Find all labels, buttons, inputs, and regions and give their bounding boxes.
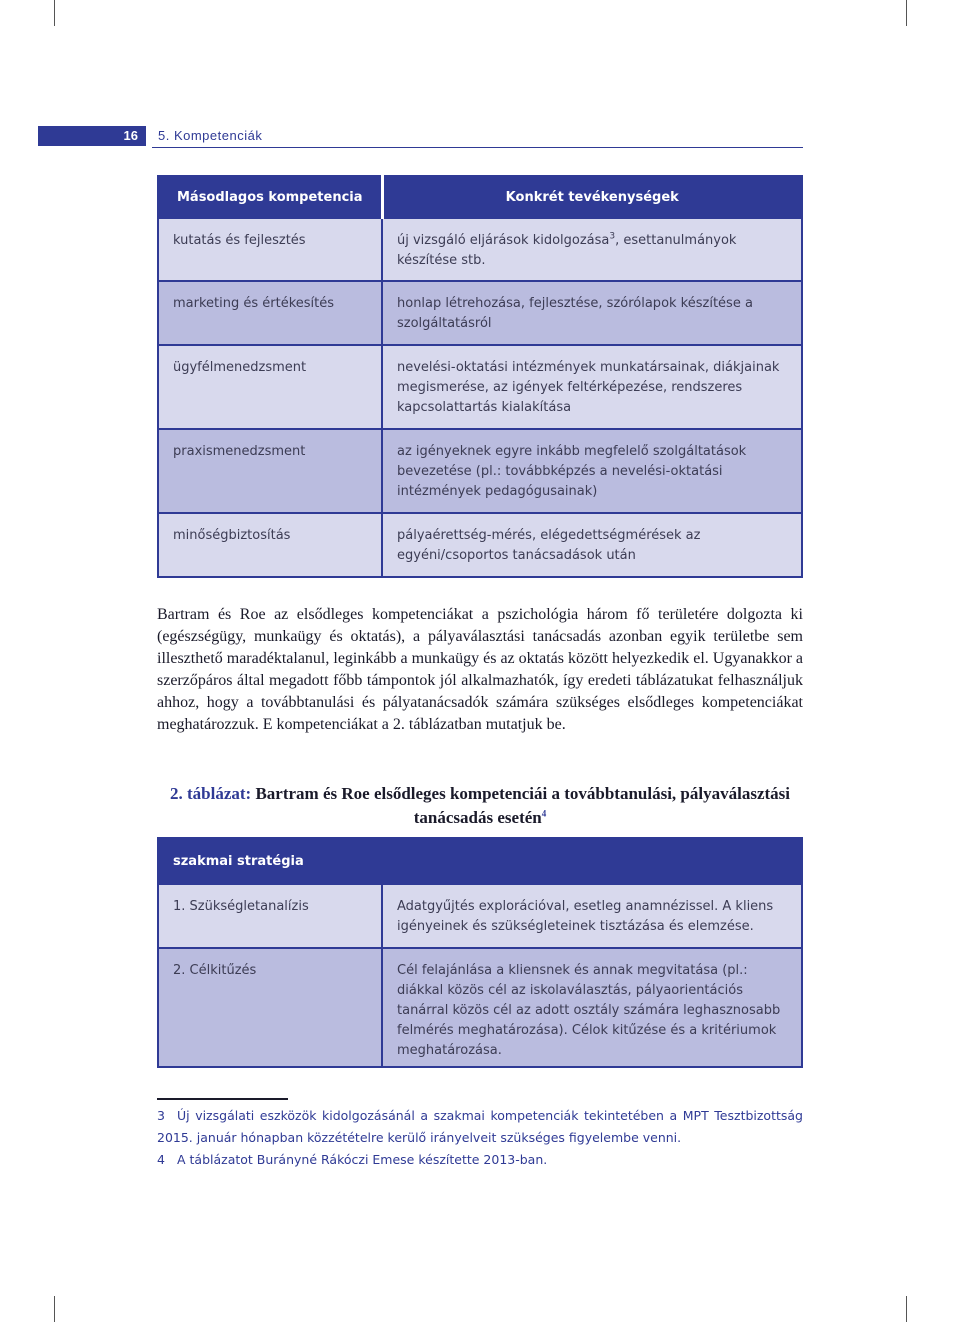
page-number: 16 bbox=[38, 126, 146, 146]
crop-mark bbox=[906, 1296, 907, 1322]
description-cell: Cél felajánlása a kliensnek és annak megvitatása (pl.: diákkal közös cél az iskolaválasztás, pályaorientációs tanárral közös cél az adott osztály számára leghasznosabb felmérés meghatározása). Célok kitűzése és a kritériumok meghatározása. bbox=[382, 948, 802, 1067]
crop-mark bbox=[54, 1296, 55, 1322]
header-rule bbox=[152, 147, 803, 148]
footnote-ref: 3 bbox=[609, 231, 616, 242]
section-header: szakmai stratégia bbox=[158, 838, 802, 884]
table-caption bbox=[157, 782, 803, 830]
activity-cell: nevelési-oktatási intézmények munkatársainak, diákjainak megismerése, az igények feltérképezése, rendszeres kapcsolattartás kialakítása bbox=[382, 345, 802, 429]
table-row bbox=[158, 218, 802, 281]
footnote bbox=[157, 1149, 803, 1171]
footnote-number: 3 bbox=[157, 1108, 165, 1123]
footnote-text: Új vizsgálati eszközök kidolgozásánál a szakmai kompetenciák tekintetében a MPT Tesztbizottság 2015. január hónapban közzétételre kerülő irányelveit szükséges figyelembe venni. bbox=[157, 1108, 803, 1145]
column-header: Konkrét tevékenységek bbox=[382, 176, 802, 218]
competence-cell: 1. Szükségletanalízis bbox=[158, 884, 382, 948]
table-row bbox=[158, 345, 802, 429]
activity-cell: új vizsgáló eljárások kidolgozása$^3$, esettanulmányok készítése stb. bbox=[382, 218, 802, 281]
footnotes bbox=[157, 1105, 803, 1171]
primary-competence-table bbox=[157, 837, 803, 1068]
crop-mark bbox=[906, 0, 907, 26]
crop-mark bbox=[54, 0, 55, 26]
competence-cell: 2. Célkitűzés bbox=[158, 948, 382, 1067]
competence-cell: minőségbiztosítás bbox=[158, 513, 382, 577]
activity-cell: az igényeknek egyre inkább megfelelő szolgáltatások bevezetése (pl.: továbbképzés a nevelési-oktatási intézmények pedagógusainak) bbox=[382, 429, 802, 513]
footnote-number: 4 bbox=[157, 1152, 165, 1167]
table-row bbox=[158, 513, 802, 577]
competence-cell: marketing és értékesítés bbox=[158, 281, 382, 345]
footnote-text: A táblázatot Burányné Rákóczi Emese készítette 2013-ban. bbox=[177, 1152, 548, 1167]
competence-cell: ügyfélmenedzsment bbox=[158, 345, 382, 429]
footnote-rule bbox=[157, 1098, 288, 1100]
competence-cell: praxismenedzsment bbox=[158, 429, 382, 513]
body-paragraph: Bartram és Roe az elsődleges kompetenciákat a pszichológia három fő területére dolgozta ki (egészségügy, munkaügy és oktatás), a pályaválasztási tanácsadás azonban egyik területbe sem illeszthető maradéktalanul, leginkább a munkaügy és az oktatás között helyezkedik el. Ugyanakkor a szerzőpáros által megadott főbb támpontok jól alkalmazhatók, így eredeti táblázatukat felhasználjuk ahhoz, hogy a továbbtanulási és pályatanácsadók számára szükséges elsődleges kompetenciákat meghatározzuk. E kompetenciákat a 2. táblázatban mutatjuk be. bbox=[157, 606, 803, 733]
table-row bbox=[158, 429, 802, 513]
footnote-ref: 4 bbox=[541, 808, 547, 819]
chapter-title: 5. Kompetenciák bbox=[158, 128, 263, 143]
table-row bbox=[158, 281, 802, 345]
table-header-row bbox=[158, 176, 802, 218]
column-header: Másodlagos kompetencia bbox=[158, 176, 382, 218]
competence-cell: kutatás és fejlesztés bbox=[158, 218, 382, 281]
description-cell: Adatgyűjtés explorációval, esetleg anamnézissel. A kliens igényeinek és szükségleteinek tisztázása és elemzése. bbox=[382, 884, 802, 948]
caption-text: Bartram és Roe elsődleges kompetenciái a továbbtanulási, pályaválasztási tanácsadás esetén bbox=[251, 784, 790, 827]
table-row bbox=[158, 948, 802, 1067]
table-header-row bbox=[158, 838, 802, 884]
activity-cell: pályaérettség-mérés, elégedettségmérések az egyéni/csoportos tanácsadások után bbox=[382, 513, 802, 577]
secondary-competence-table bbox=[157, 175, 803, 578]
table-row bbox=[158, 884, 802, 948]
footnote bbox=[157, 1105, 803, 1149]
caption-number: 2. táblázat: bbox=[169, 784, 252, 803]
activity-cell: honlap létrehozása, fejlesztése, szórólapok készítése a szolgáltatásról bbox=[382, 281, 802, 345]
